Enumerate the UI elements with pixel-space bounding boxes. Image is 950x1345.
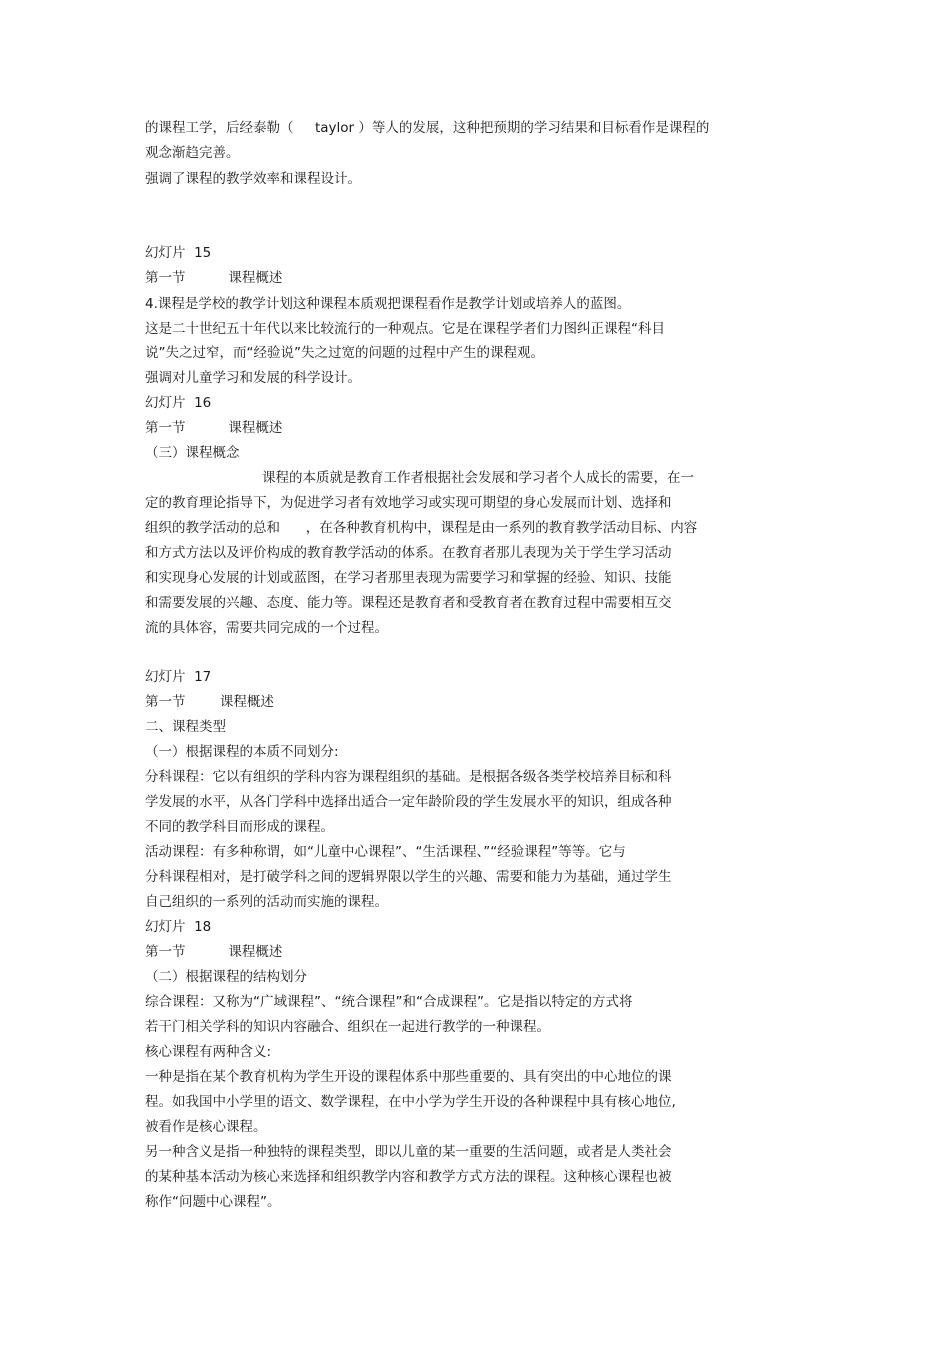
slide-number: 幻灯片 15 [145, 245, 212, 261]
text-line: 核心课程有两种含义: [145, 1044, 272, 1060]
section-heading: 第一节 课程概述 [145, 944, 283, 960]
text-line: 强调了课程的教学效率和课程设计。 [145, 171, 361, 187]
text-line: 的课程工学，后经泰勒（ taylor ）等人的发展，这种把预期的学习结果和目标看作是课程的 [145, 120, 710, 136]
text-line: 一种是指在某个教育机构为学生开设的课程体系中那些重要的、具有突出的中心地位的课 [145, 1069, 672, 1085]
slide-number: 幻灯片 18 [145, 919, 212, 935]
text-line: 组织的教学活动的总和 ，在各种教育机构中，课程是由一系列的教育教学活动目标、内容 [145, 520, 698, 536]
text-line: 说”失之过窄，而“经验说”失之过宽的问题的过程中产生的课程观。 [145, 345, 544, 361]
text-line: 程。如我国中小学里的语文、数学课程，在中小学为学生开设的各种课程中具有核心地位, [145, 1094, 676, 1110]
subsection-heading: 二、课程类型 [145, 719, 226, 735]
text-line: 这是二十世纪五十年代以来比较流行的一种观点。它是在课程学者们力图纠正课程“科目 [145, 321, 665, 337]
subsection-heading: （二）根据课程的结构划分 [145, 969, 307, 985]
text-line: 和方式方法以及评价构成的教育教学活动的体系。在教育者那儿表现为关于学生学习活动 [145, 545, 672, 561]
text-line: 4.课程是学校的教学计划这种课程本质观把课程看作是教学计划或培养人的蓝图。 [145, 296, 631, 312]
text-line: 活动课程：有多种称谓，如“儿童中心课程”、“生活课程、”“经验课程”等等。它与 [145, 844, 626, 860]
slide-number: 幻灯片 17 [145, 669, 212, 685]
text-line: 称作“问题中心课程”。 [145, 1194, 281, 1210]
text-line: 定的教育理论指导下，为促进学习者有效地学习或实现可期望的身心发展而计划、选择和 [145, 495, 672, 511]
text-line: 分科课程：它以有组织的学科内容为课程组织的基础。是根据各级各类学校培养目标和科 [145, 769, 672, 785]
text-line: 不同的教学科目而形成的课程。 [145, 819, 334, 835]
text-line: 课程的本质就是教育工作者根据社会发展和学习者个人成长的需要，在一 [262, 470, 694, 486]
subsection-heading: （一）根据课程的本质不同划分: [145, 744, 339, 760]
text-line: 和需要发展的兴趣、态度、能力等。课程还是教育者和受教育者在教育过程中需要相互交 [145, 595, 672, 611]
text-line: 分科课程相对，是打破学科之间的逻辑界限以学生的兴趣、需要和能力为基础，通过学生 [145, 869, 672, 885]
section-heading: 第一节 课程概述 [145, 694, 274, 710]
text-line: 强调对儿童学习和发展的科学设计。 [145, 370, 361, 386]
text-line: 观念渐趋完善。 [145, 145, 240, 161]
text-line: 学发展的水平，从各门学科中选择出适合一定年龄阶段的学生发展水平的知识，组成各种 [145, 794, 672, 810]
text-line: 综合课程：又称为“广域课程”、“统合课程”和“合成课程”。它是指以特定的方式将 [145, 994, 633, 1010]
slide-number: 幻灯片 16 [145, 395, 212, 411]
text-line: 被看作是核心课程。 [145, 1119, 267, 1135]
section-heading: 第一节 课程概述 [145, 420, 283, 436]
text-line: 若干门相关学科的知识内容融合、组织在一起进行教学的一种课程。 [145, 1019, 550, 1035]
text-line: 流的具体容，需要共同完成的一个过程。 [145, 620, 388, 636]
section-heading: 第一节 课程概述 [145, 270, 283, 286]
text-line: 的某种基本活动为核心来选择和组织教学内容和教学方式方法的课程。这种核心课程也被 [145, 1169, 672, 1185]
text-line: 自己组织的一系列的活动而实施的课程。 [145, 894, 388, 910]
text-line: 另一种含义是指一种独特的课程类型，即以儿童的某一重要的生活问题，或者是人类社会 [145, 1144, 672, 1160]
subsection-heading: （三）课程概念 [145, 445, 240, 461]
text-line: 和实现身心发展的计划或蓝图，在学习者那里表现为需要学习和掌握的经验、知识、技能 [145, 570, 672, 586]
